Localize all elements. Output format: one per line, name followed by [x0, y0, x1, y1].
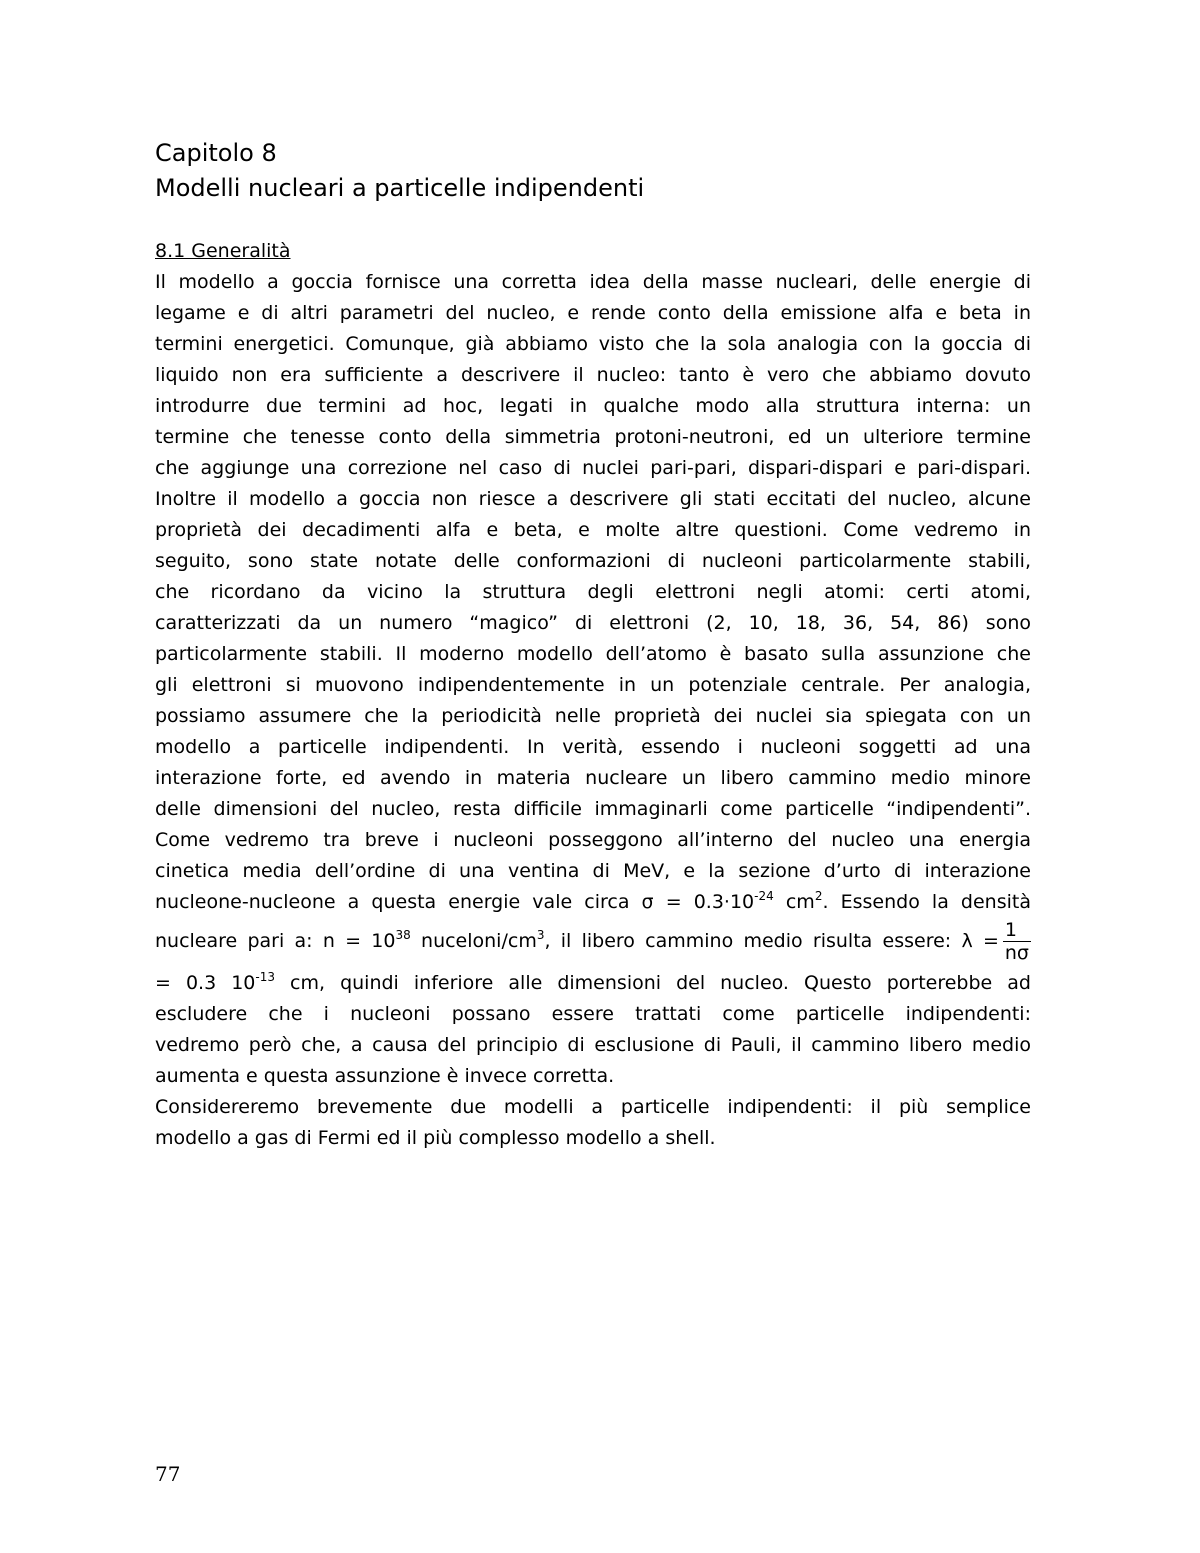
text-line: proprietà dei decadimenti alfa e beta, e molte altre questioni. Come vedremo in: [155, 519, 1031, 541]
chapter-header: [155, 136, 644, 206]
text-line: termini energetici. Comunque, già abbiamo visto che la sola analogia con la goccia di: [155, 333, 1031, 355]
text-line: gli elettroni si muovono indipendentemente in un potenziale centrale. Per analogia,: [155, 674, 1031, 696]
text-line: delle dimensioni del nucleo, resta difficile immaginarli come particelle “indipendenti”.: [155, 798, 1031, 820]
text-line: modello a particelle indipendenti. In verità, essendo i nucleoni soggetti ad una: [155, 736, 1031, 758]
lambda-symbol: λ =: [961, 930, 999, 952]
text-line: liquido non era sufficiente a descrivere il nucleo: tanto è vero che abbiamo dovuto: [155, 364, 1031, 386]
sigma-text-line: [155, 887, 1031, 918]
text-line: Il modello a goccia fornisce una corretta idea della masse nucleari, delle energie di: [155, 271, 1031, 293]
text-line: Considereremo brevemente due modelli a particelle indipendenti: il più semplice: [155, 1096, 1031, 1118]
sigma-text-mid: cm: [773, 891, 815, 913]
sigma-exponent: -24: [754, 889, 774, 903]
text-line: legame e di altri parametri del nucleo, e rende conto della emissione alfa e beta in: [155, 302, 1031, 324]
sigma-text-before: nucleone-nucleone a questa energie vale circa σ = 0.3·10: [155, 891, 755, 913]
text-line: che aggiunge una correzione nel caso di nuclei pari-pari, dispari-dispari e pari-dispari.: [155, 457, 1031, 479]
mfp-text-before: = 0.3 10: [155, 972, 256, 994]
text-line: seguito, sono state notate delle conformazioni di nucleoni particolarmente stabili,: [155, 550, 1031, 572]
density-exponent: 38: [395, 928, 411, 942]
text-line: escludere che i nucleoni possano essere trattati come particelle indipendenti:: [155, 1003, 1031, 1025]
text-line: possiamo assumere che la periodicità nelle proprietà dei nuclei sia spiegata con un: [155, 705, 1031, 727]
text-line: modello a gas di Fermi ed il più complesso modello a shell.: [155, 1127, 716, 1149]
area-exponent: 2: [814, 889, 823, 903]
density-text-before: nucleare pari a: n = 10: [155, 930, 396, 952]
sigma-text-after: . Essendo la densità: [822, 891, 1031, 913]
section-heading: 8.1 Generalità: [155, 240, 291, 262]
paragraph-2: [155, 1092, 1031, 1154]
mfp-exponent: -13: [255, 970, 275, 984]
volume-exponent: 3: [536, 928, 545, 942]
mean-free-path-fraction: [1003, 919, 1031, 964]
chapter-title: Modelli nucleari a particelle indipendenti: [155, 174, 645, 202]
document-body: [155, 236, 1031, 1154]
text-line: Come vedremo tra breve i nucleoni posseggono all’interno del nucleo una energia: [155, 829, 1031, 851]
fraction-numerator: 1: [1003, 919, 1031, 942]
paragraph-1: [155, 267, 1031, 1092]
text-line: che ricordano da vicino la struttura degli elettroni negli atomi: certi atomi,: [155, 581, 1031, 603]
text-line: Inoltre il modello a goccia non riesce a descrivere gli stati eccitati del nucleo, alcune: [155, 488, 1031, 510]
text-line: cinetica media dell’ordine di una ventina di MeV, e la sezione d’urto di interazione: [155, 860, 1031, 882]
page-number: 77: [155, 1462, 181, 1486]
density-text-mid: nuceloni/cm: [410, 930, 537, 952]
fraction-denominator: nσ: [1004, 942, 1029, 964]
mfp-text-line: [155, 968, 1031, 999]
text-line: aumenta e questa assunzione è invece corretta.: [155, 1065, 615, 1087]
mfp-text-after: cm, quindi inferiore alle dimensioni del nucleo. Questo porterebbe ad: [275, 972, 1031, 994]
text-line: vedremo però che, a causa del principio di esclusione di Pauli, il cammino libero medio: [155, 1034, 1031, 1056]
text-line: introdurre due termini ad hoc, legati in qualche modo alla struttura interna: un: [155, 395, 1031, 417]
text-line: particolarmente stabili. Il moderno modello dell’atomo è basato sulla assunzione che: [155, 643, 1031, 665]
text-line: caratterizzati da un numero “magico” di elettroni (2, 10, 18, 36, 54, 86) sono: [155, 612, 1031, 634]
density-text-after: , il libero cammino medio risulta essere:: [544, 930, 962, 952]
chapter-number: Capitolo 8: [155, 139, 277, 167]
density-text-line: [155, 918, 1031, 968]
text-line: termine che tenesse conto della simmetria protoni-neutroni, ed un ulteriore termine: [155, 426, 1031, 448]
text-line: interazione forte, ed avendo in materia nucleare un libero cammino medio minore: [155, 767, 1031, 789]
